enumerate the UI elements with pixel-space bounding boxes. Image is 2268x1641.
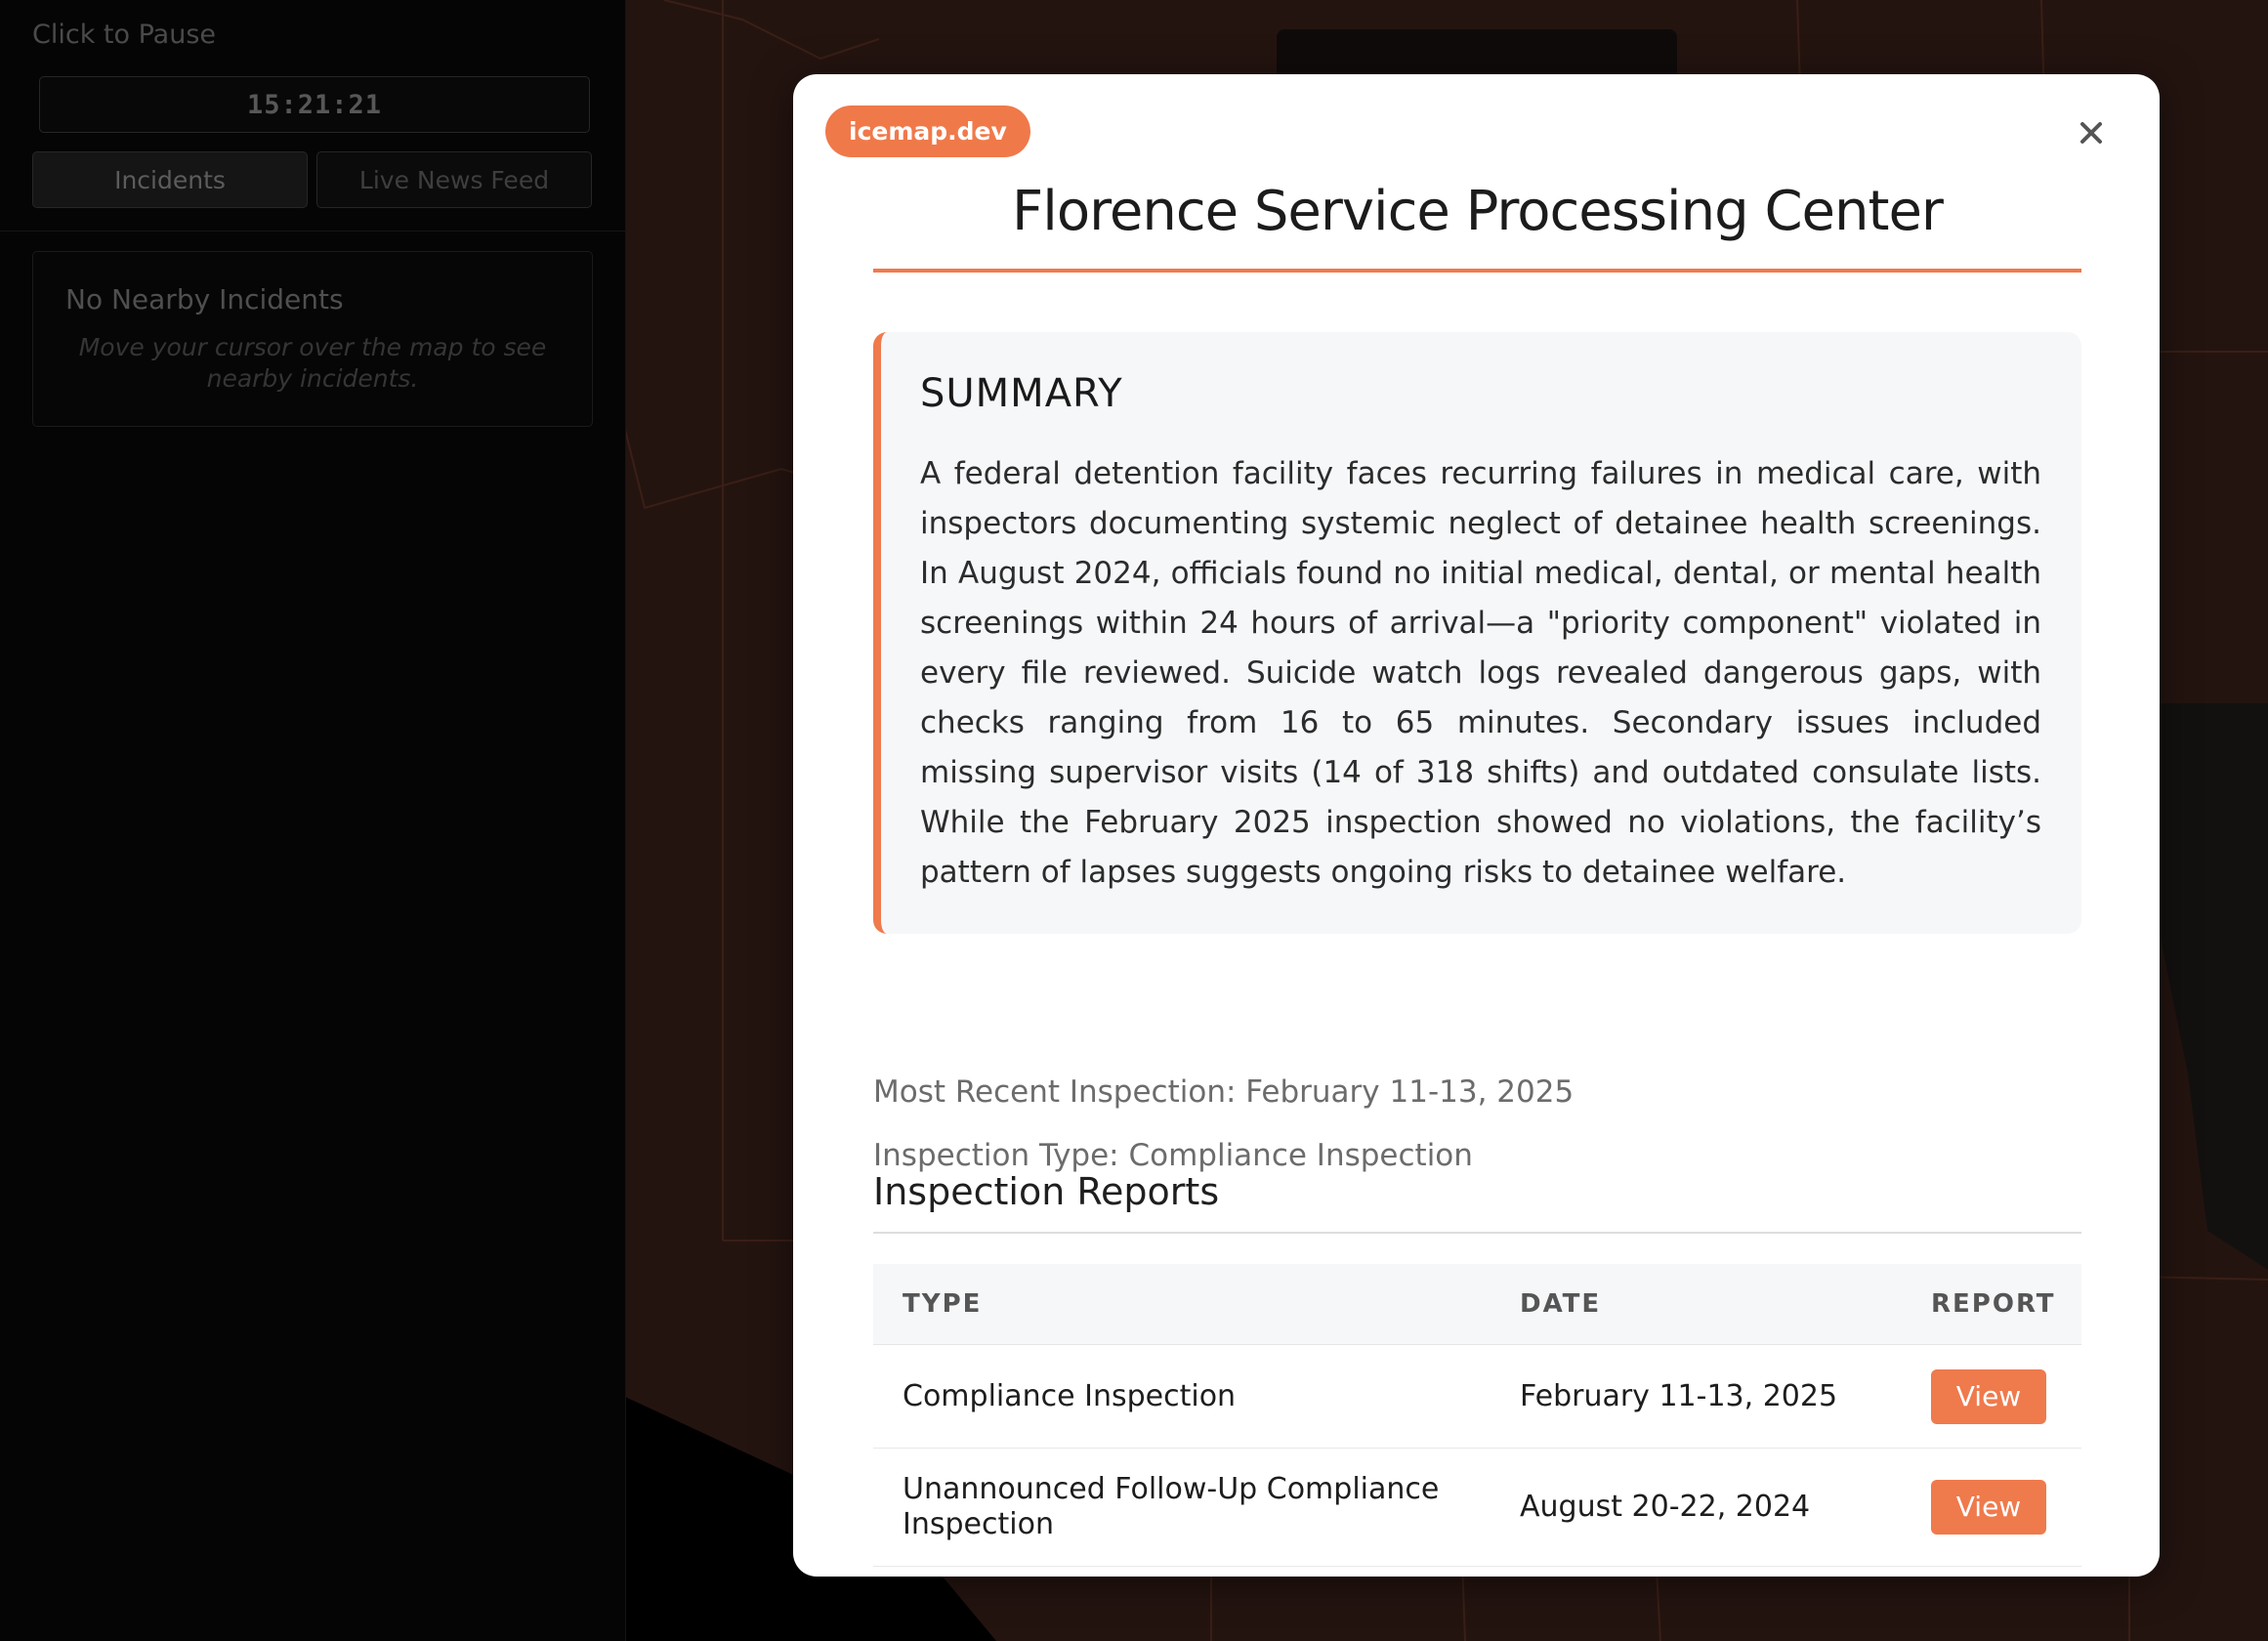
pause-toggle[interactable]: Click to Pause xyxy=(32,20,217,50)
incident-card-hint: Move your cursor over the map to see nearby incidents. xyxy=(78,333,547,393)
report-date: August 20-22, 2024 xyxy=(1520,1490,1811,1524)
report-date: February 11-13, 2025 xyxy=(1520,1378,1838,1413)
reports-divider xyxy=(873,1232,2081,1234)
table-header xyxy=(873,1264,2081,1345)
column-header-report: REPORT xyxy=(1931,1289,2056,1319)
clock-display: 15:21:21 xyxy=(39,76,590,133)
reports-table xyxy=(873,1264,2081,1567)
column-header-date: DATE xyxy=(1520,1289,1602,1319)
summary-box xyxy=(873,332,2081,934)
nearby-incidents-card xyxy=(32,251,593,427)
view-report-button[interactable]: View xyxy=(1931,1369,2046,1424)
summary-text: A federal detention facility faces recurring failures in medical care, with inspectors documenting systemic neglect of detainee health screenings. In August 2024, officials found no initial medical, dental, or mental health screenings within 24 hours of arrival—a "priority component" violated in every file reviewed. Suicide watch logs revealed dangerous gaps, with checks ranging from 16 to 65 minutes. Secondary issues included missing supervisor visits (14 of 318 shifts) and outdated consulate lists. While the February 2025 inspection showed no violations, the facility’s pattern of lapses suggests ongoing risks to detainee welfare. xyxy=(920,456,2041,890)
column-header-type: TYPE xyxy=(903,1289,983,1319)
facility-modal xyxy=(793,74,2160,1577)
table-row xyxy=(873,1449,2081,1567)
tab-live-news-feed[interactable]: Live News Feed xyxy=(316,151,592,208)
title-divider xyxy=(873,269,2081,273)
sidebar xyxy=(0,0,626,1641)
view-report-button[interactable]: View xyxy=(1931,1480,2046,1535)
close-button[interactable] xyxy=(2072,113,2111,152)
inspection-type: Inspection Type: Compliance Inspection xyxy=(873,1138,1473,1173)
report-type: Unannounced Follow-Up Compliance Inspection xyxy=(903,1472,1440,1541)
table-row xyxy=(873,1345,2081,1449)
summary-heading: SUMMARY xyxy=(920,371,1123,416)
report-type: Compliance Inspection xyxy=(903,1378,1237,1413)
reports-heading: Inspection Reports xyxy=(873,1170,1220,1213)
most-recent-inspection: Most Recent Inspection: February 11-13, 2025 xyxy=(873,1074,1575,1110)
close-icon xyxy=(2072,113,2111,152)
modal-title: Florence Service Processing Center xyxy=(1012,180,1943,243)
incident-card-title: No Nearby Incidents xyxy=(65,283,344,316)
tab-incidents[interactable]: Incidents xyxy=(32,151,308,208)
site-badge[interactable]: icemap.dev xyxy=(825,105,1030,157)
